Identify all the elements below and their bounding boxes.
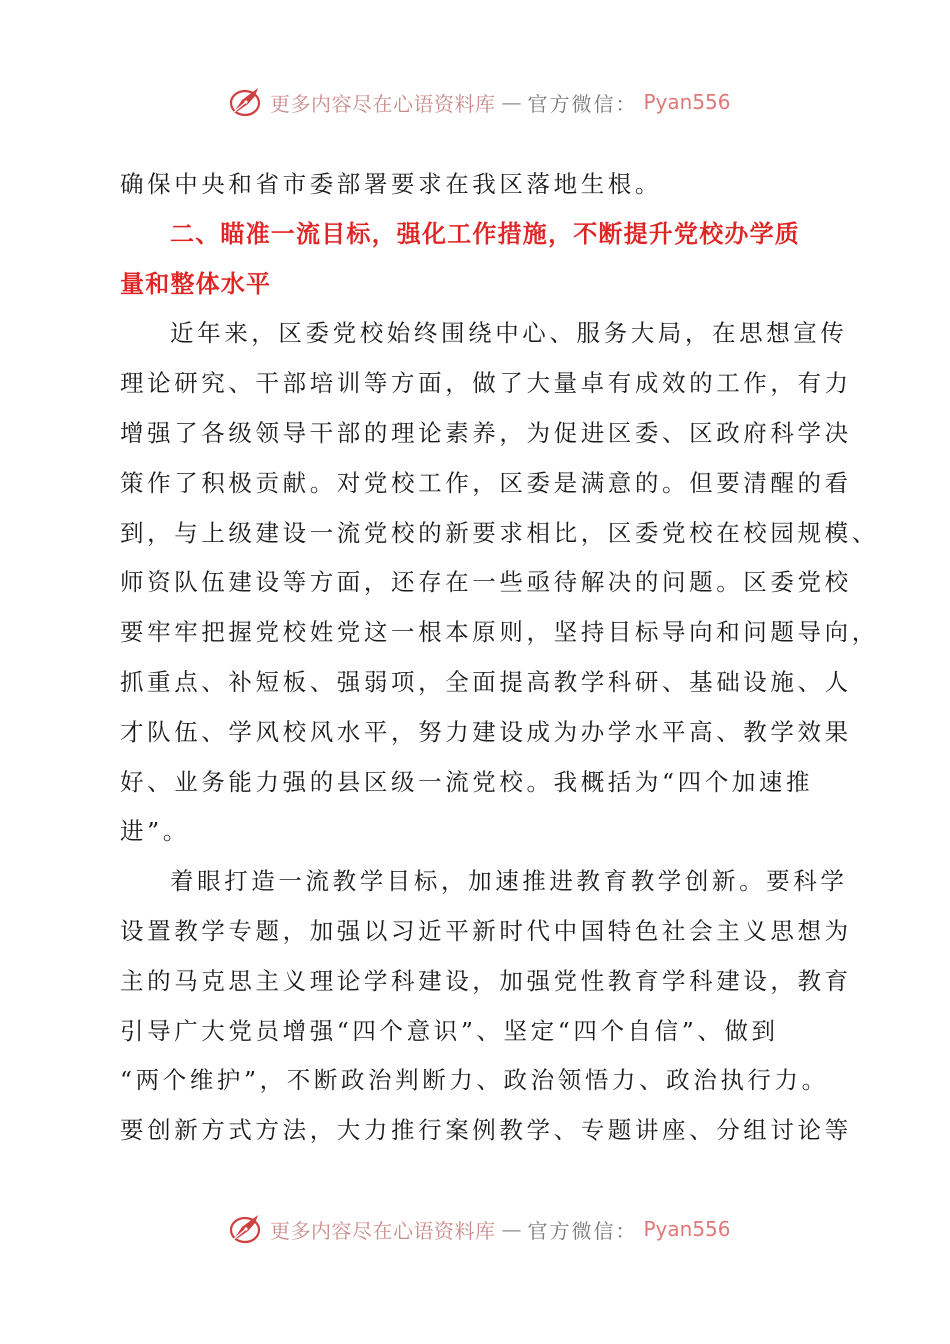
paragraph-line: 增强了各级领导干部的理论素养，为促进区委、区政府科学决 bbox=[120, 418, 852, 447]
section-heading-line: 量和整体水平 bbox=[120, 269, 272, 298]
banner-wechat-id: Pyan556 bbox=[643, 1217, 731, 1241]
pen-nib-icon bbox=[228, 1211, 264, 1247]
paragraph-line: 理论研究、干部培训等方面，做了大量卓有成效的工作，有力 bbox=[120, 369, 852, 398]
paragraph-line: 着眼打造一流教学目标，加速推进教育教学创新。要科学 bbox=[170, 867, 848, 896]
document-body bbox=[120, 160, 879, 1156]
paragraph-line: “两个维护”，不断政治判断力、政治领悟力、政治执行力。 bbox=[120, 1066, 829, 1095]
banner-wechat-label: 官方微信： bbox=[527, 91, 638, 116]
footer-watermark-banner bbox=[228, 1209, 731, 1249]
section-heading-line: 二、瞄准一流目标，强化工作措施，不断提升党校办学质 bbox=[170, 219, 800, 248]
banner-separator: — bbox=[501, 90, 522, 114]
paragraph-line: 好、业务能力强的县区级一流党校。我概括为“四个加速推 bbox=[120, 767, 814, 796]
paragraph-line: 抓重点、补短板、强弱项，全面提高教学科研、基础设施、人 bbox=[120, 667, 852, 696]
paragraph-line: 近年来，区委党校始终围绕中心、服务大局，在思想宣传 bbox=[170, 319, 848, 348]
banner-text: 更多内容尽在心语资料库 bbox=[270, 1218, 496, 1243]
paragraph-line: 设置教学专题，加强以习近平新时代中国特色社会主义思想为 bbox=[120, 916, 852, 945]
paragraph-line: 主的马克思主义理论学科建设，加强党性教育学科建设，教育 bbox=[120, 966, 852, 995]
paragraph-line: 策作了积极贡献。对党校工作，区委是满意的。但要清醒的看 bbox=[120, 468, 852, 497]
paragraph-line: 师资队伍建设等方面，还存在一些亟待解决的问题。区委党校 bbox=[120, 568, 852, 597]
banner-wechat-id: Pyan556 bbox=[643, 90, 731, 114]
paragraph-line: 要牢牢把握党校姓党这一根本原则，坚持目标导向和问题导向， bbox=[120, 618, 879, 647]
paragraph-line: 引导广大党员增强“四个意识”、坚定“四个自信”、做到 bbox=[120, 1016, 779, 1045]
header-watermark-banner bbox=[228, 82, 731, 122]
banner-wechat-label: 官方微信： bbox=[527, 1218, 638, 1243]
paragraph-line: 才队伍、学风校风水平，努力建设成为办学水平高、教学效果 bbox=[120, 717, 852, 746]
banner-text: 更多内容尽在心语资料库 bbox=[270, 91, 496, 116]
banner-separator: — bbox=[501, 1217, 522, 1241]
paragraph-line: 要创新方式方法，大力推行案例教学、专题讲座、分组讨论等 bbox=[120, 1116, 852, 1145]
paragraph-line: 确保中央和省市委部署要求在我区落地生根。 bbox=[120, 170, 662, 198]
paragraph-line: 进”。 bbox=[120, 817, 190, 846]
paragraph-line: 到，与上级建设一流党校的新要求相比，区委党校在校园规模、 bbox=[120, 518, 879, 547]
pen-nib-icon bbox=[228, 84, 264, 120]
